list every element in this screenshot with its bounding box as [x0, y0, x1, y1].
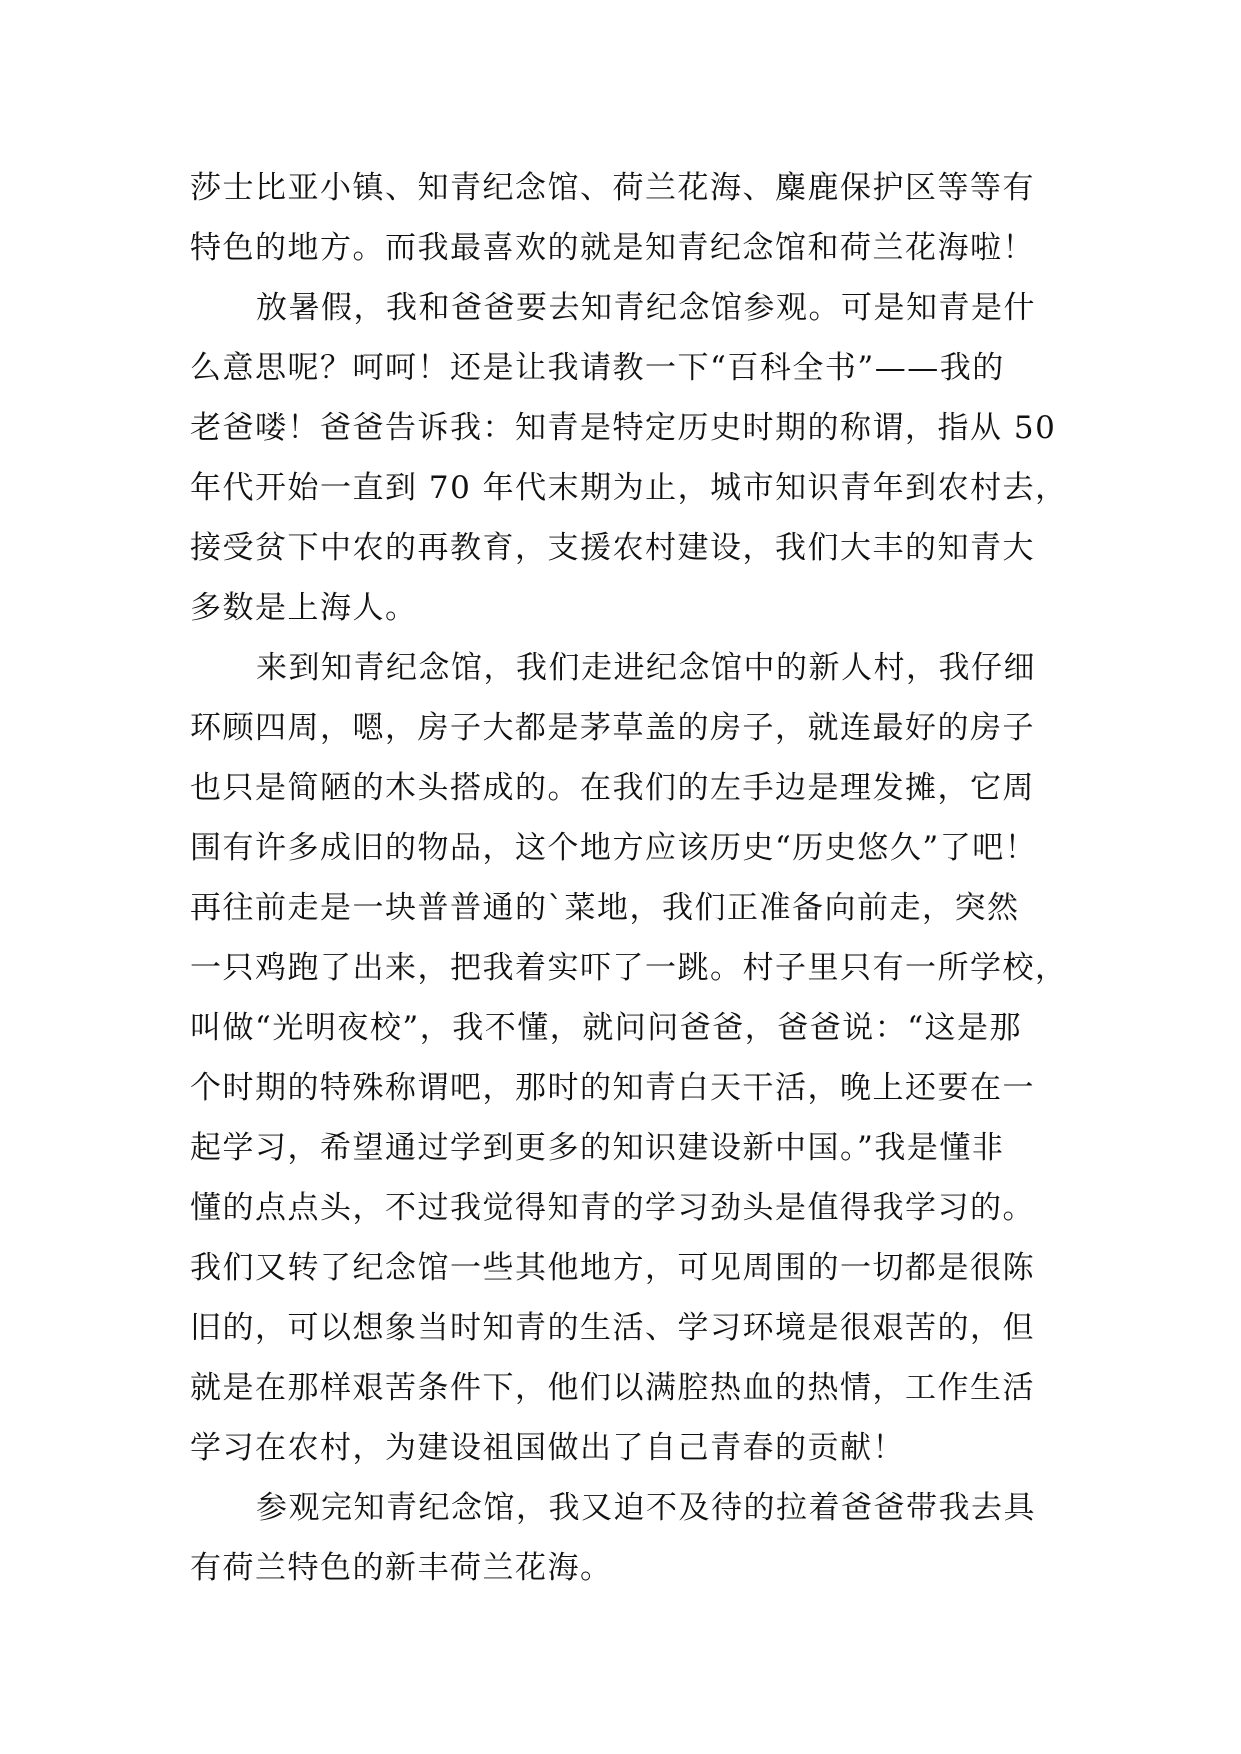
text-line: 老爸喽！爸爸告诉我：知青是特定历史时期的称谓，指从 50	[190, 410, 1057, 446]
text-line: 也只是简陋的木头搭成的。在我们的左手边是理发摊，它周	[190, 770, 1035, 806]
text-line: 学习在农村，为建设祖国做出了自己青春的贡献！	[190, 1430, 905, 1466]
paragraph-start-line: 参观完知青纪念馆，我又迫不及待的拉着爸爸带我去具	[256, 1490, 1036, 1526]
text-line: 年代开始一直到 70 年代末期为止，城市知识青年到农村去，	[190, 470, 1068, 506]
text-line: 莎士比亚小镇、知青纪念馆、荷兰花海、麋鹿保护区等等有	[190, 170, 1035, 206]
text-line: 么意思呢？呵呵！还是让我请教一下“百科全书”——我的	[190, 350, 1005, 386]
text-line: 再往前走是一块普普通的`菜地，我们正准备向前走，突然	[190, 890, 1020, 926]
text-line: 我们又转了纪念馆一些其他地方，可见周围的一切都是很陈	[190, 1250, 1035, 1286]
body-text	[190, 158, 1068, 1598]
text-line: 有荷兰特色的新丰荷兰花海。	[190, 1550, 613, 1586]
text-line: 就是在那样艰苦条件下，他们以满腔热血的热情，工作生活	[190, 1370, 1035, 1406]
text-line: 围有许多成旧的物品，这个地方应该历史“历史悠久”了吧！	[190, 830, 1038, 866]
text-line: 特色的地方。而我最喜欢的就是知青纪念馆和荷兰花海啦！	[190, 230, 1035, 266]
text-line: 一只鸡跑了出来，把我着实吓了一跳。村子里只有一所学校，	[190, 950, 1068, 986]
text-line: 个时期的特殊称谓吧，那时的知青白天干活，晚上还要在一	[190, 1070, 1035, 1106]
text-line: 多数是上海人。	[190, 590, 418, 626]
paragraph-start-line: 来到知青纪念馆，我们走进纪念馆中的新人村，我仔细	[256, 650, 1036, 686]
text-line: 旧的，可以想象当时知青的生活、学习环境是很艰苦的，但	[190, 1310, 1035, 1346]
text-line: 起学习，希望通过学到更多的知识建设新中国。”我是懂非	[190, 1130, 1005, 1166]
text-line: 懂的点点头，不过我觉得知青的学习劲头是值得我学习的。	[190, 1190, 1035, 1226]
text-line: 环顾四周，嗯，房子大都是茅草盖的房子，就连最好的房子	[190, 710, 1035, 746]
text-line: 接受贫下中农的再教育，支援农村建设，我们大丰的知青大	[190, 530, 1035, 566]
text-line: 叫做“光明夜校”，我不懂，就问问爸爸，爸爸说：“这是那	[190, 1010, 1023, 1046]
paragraph-start-line: 放暑假，我和爸爸要去知青纪念馆参观。可是知青是什	[256, 290, 1036, 326]
